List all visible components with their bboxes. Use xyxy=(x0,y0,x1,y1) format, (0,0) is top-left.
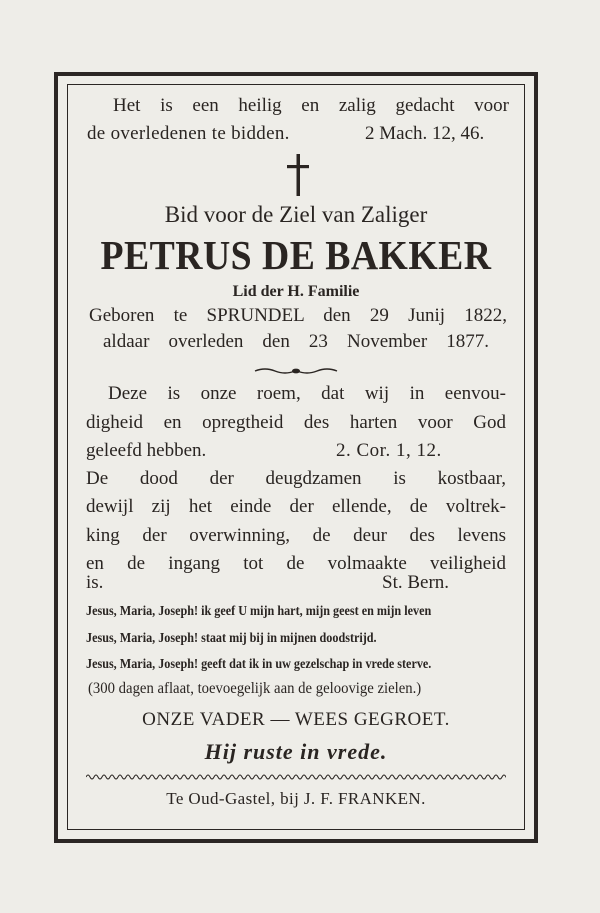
verse2-line3: king der overwinning, de deur des levens xyxy=(86,525,506,546)
membership-line: Lid der H. Familie xyxy=(232,283,360,300)
closing-prayers: ONZE VADER — WEES GEGROET. xyxy=(142,709,450,730)
header-verse-line2: de overledenen te bidden. xyxy=(87,123,290,144)
rest-in-peace: Hij ruste in vrede. xyxy=(204,739,388,764)
prayer-line1: Jesus, Maria, Joseph! ik geef U mijn hart, mijn geest en mijn leven xyxy=(86,603,432,618)
header-verse-line1: Het is een heilig en zalig gedacht voor xyxy=(113,95,509,116)
verse1-line2: digheid en opregtheid des harten voor God xyxy=(86,412,506,433)
verse2-line1: De dood der deugdzamen is kostbaar, xyxy=(86,468,506,489)
indulgence-line: (300 dagen aflaat, toevoegelijk aan de geloovige zielen.) xyxy=(88,680,422,697)
header-verse-reference: 2 Mach. 12, 46. xyxy=(365,123,485,144)
prayer-line2: Jesus, Maria, Joseph! staat mij bij in mijnen doodstrijd. xyxy=(86,630,377,645)
birth-line: Geboren te SPRUNDEL den 29 Junij 1822, xyxy=(89,305,507,326)
verse1-line1: Deze is onze roem, dat wij in eenvou- xyxy=(108,383,506,404)
flourish-divider-icon xyxy=(253,366,339,376)
deceased-name: PETRUS DE BAKKER xyxy=(100,232,492,278)
prayer-line3: Jesus, Maria, Joseph! geeft dat ik in uw gezelschap in vrede sterve. xyxy=(86,656,432,671)
verse2-line4: en de ingang tot de volmaakte veiligheid xyxy=(86,553,506,574)
wavy-rule-divider xyxy=(86,773,506,781)
verse1-line3: geleefd hebben. xyxy=(86,440,207,461)
printer-line: Te Oud-Gastel, bij J. F. FRANKEN. xyxy=(166,789,426,808)
death-line: aldaar overleden den 23 November 1877. xyxy=(103,331,489,352)
latin-cross-icon xyxy=(287,154,309,196)
intro-line: Bid voor de Ziel van Zaliger xyxy=(164,202,428,227)
verse2-reference: St. Bern. xyxy=(382,572,450,593)
verse2-line5: is. xyxy=(86,572,104,593)
verse1-reference: 2. Cor. 1, 12. xyxy=(336,440,442,461)
verse2-line2: dewijl zij het einde der ellende, de voltrek- xyxy=(86,496,506,517)
